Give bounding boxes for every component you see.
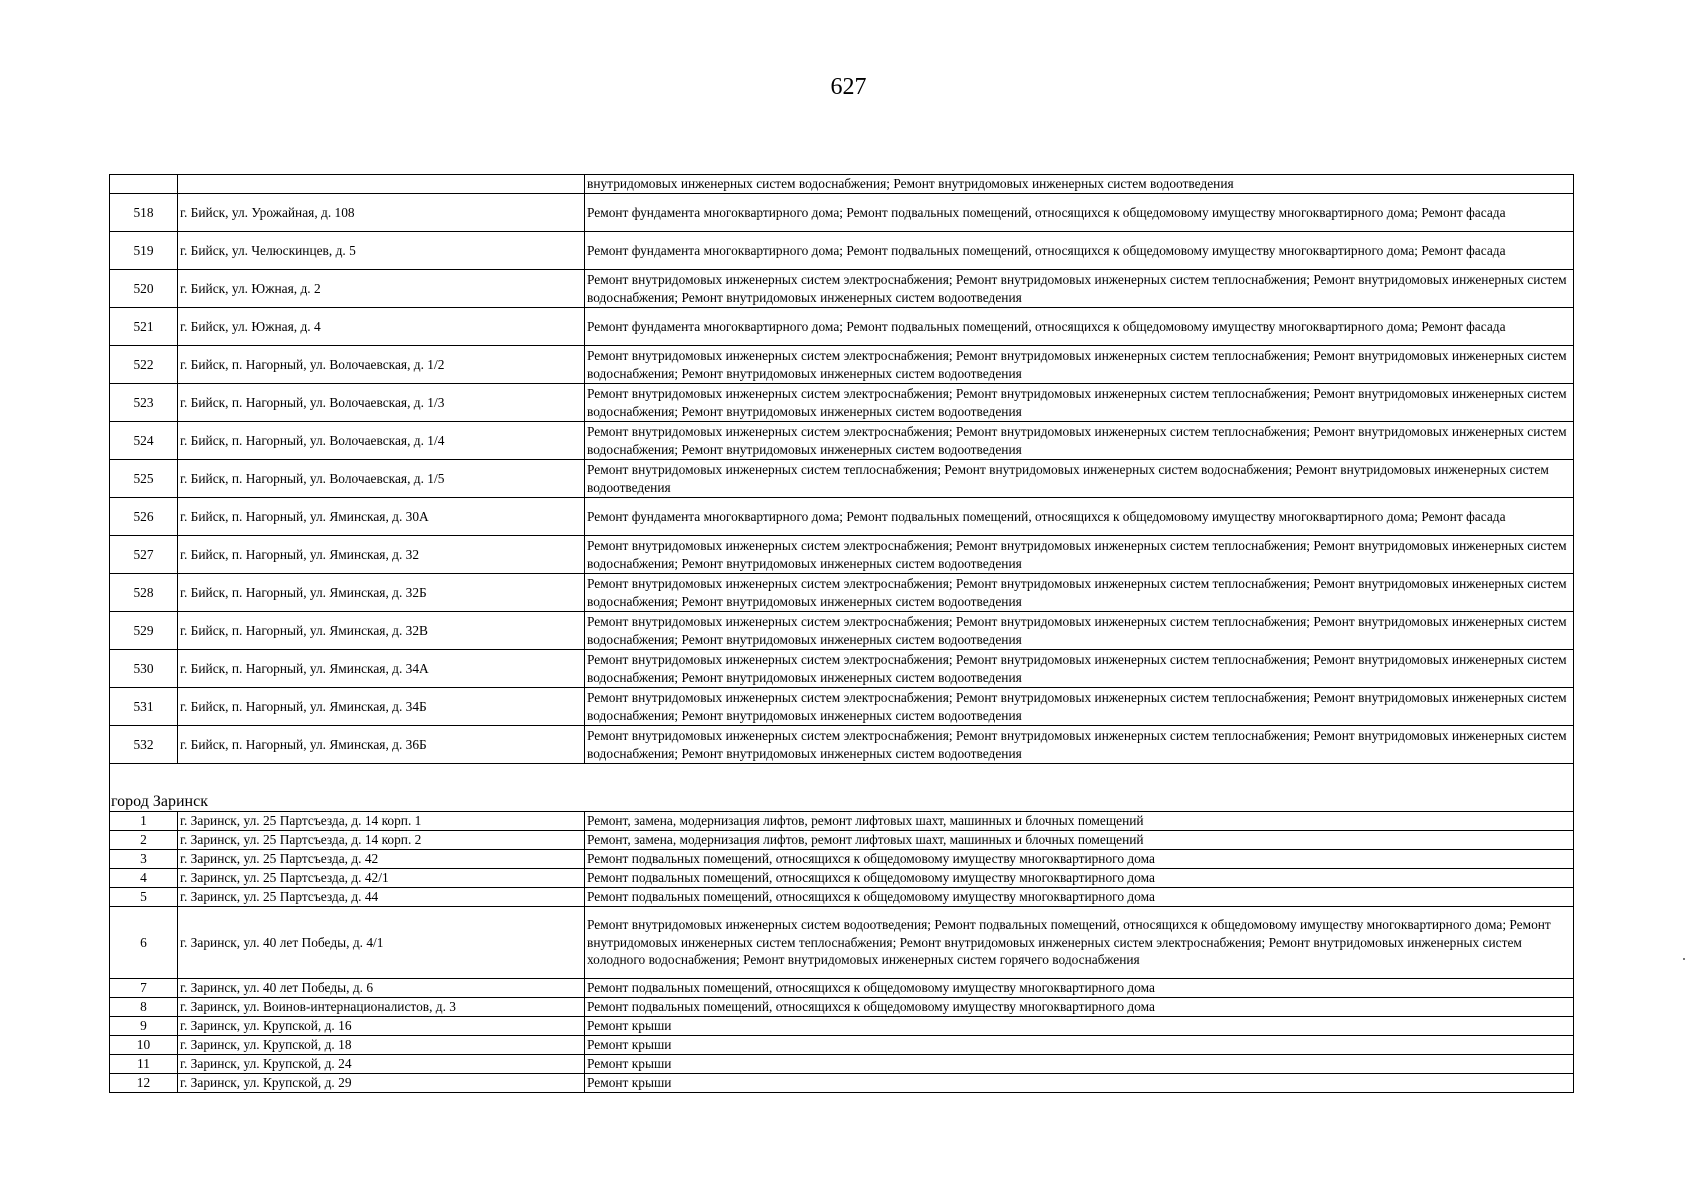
table-row [110, 1017, 1574, 1036]
row-number: 532 [110, 726, 178, 764]
row-address: г. Бийск, п. Нагорный, ул. Яминская, д. 36Б [178, 726, 585, 764]
row-address: г. Бийск, ул. Южная, д. 2 [178, 270, 585, 308]
section-separator [110, 764, 1574, 812]
table-row [110, 1036, 1574, 1055]
row-address: г. Заринск, ул. 25 Партсъезда, д. 42/1 [178, 869, 585, 888]
row-works: Ремонт внутридомовых инженерных систем теплоснабжения; Ремонт внутридомовых инженерных систем водоснабжения; Ремонт внутридомовых инженерных систем водоотведения [585, 460, 1574, 498]
section-title: город Заринск [110, 792, 1574, 812]
row-number: 3 [110, 850, 178, 869]
row-works: Ремонт внутридомовых инженерных систем электроснабжения; Ремонт внутридомовых инженерных систем теплоснабжения; Ремонт внутридомовых инженерных систем водоснабжения; Ремонт внутридомовых инженерных систем водоотведения [585, 688, 1574, 726]
row-number: 531 [110, 688, 178, 726]
table-row [110, 384, 1574, 422]
row-number: 526 [110, 498, 178, 536]
row-address: г. Бийск, п. Нагорный, ул. Волочаевская, д. 1/4 [178, 422, 585, 460]
table-row [110, 650, 1574, 688]
table-row [110, 308, 1574, 346]
row-address: г. Заринск, ул. 40 лет Победы, д. 6 [178, 979, 585, 998]
section-header-row [110, 792, 1574, 812]
row-address: г. Бийск, п. Нагорный, ул. Волочаевская, д. 1/3 [178, 384, 585, 422]
row-works: Ремонт фундамента многоквартирного дома; Ремонт подвальных помещений, относящихся к общедомовому имуществу многоквартирного дома; Ремонт фасада [585, 308, 1574, 346]
table-row [110, 460, 1574, 498]
row-works: Ремонт фундамента многоквартирного дома; Ремонт подвальных помещений, относящихся к общедомовому имуществу многоквартирного дома; Ремонт фасада [585, 194, 1574, 232]
biysk-section [110, 175, 1574, 764]
row-address: г. Заринск, ул. Воинов-интернационалистов, д. 3 [178, 998, 585, 1017]
page-number: 627 [830, 74, 867, 100]
table-row [110, 346, 1574, 384]
row-number: 522 [110, 346, 178, 384]
table-row [110, 1055, 1574, 1074]
row-number: 6 [110, 907, 178, 979]
row-number: 12 [110, 1074, 178, 1093]
table-row [110, 688, 1574, 726]
row-works: Ремонт крыши [585, 1036, 1574, 1055]
table-row [110, 998, 1574, 1017]
row-works: Ремонт внутридомовых инженерных систем электроснабжения; Ремонт внутридомовых инженерных систем теплоснабжения; Ремонт внутридомовых инженерных систем водоснабжения; Ремонт внутридомовых инженерных систем водоотведения [585, 346, 1574, 384]
row-address: г. Бийск, ул. Челюскинцев, д. 5 [178, 232, 585, 270]
row-number: 9 [110, 1017, 178, 1036]
row-works: Ремонт подвальных помещений, относящихся к общедомовому имуществу многоквартирного дома [585, 850, 1574, 869]
table-row [110, 175, 1574, 194]
row-address: г. Бийск, п. Нагорный, ул. Волочаевская, д. 1/2 [178, 346, 585, 384]
table-row [110, 536, 1574, 574]
row-address: г. Бийск, ул. Южная, д. 4 [178, 308, 585, 346]
row-works: Ремонт, замена, модернизация лифтов, ремонт лифтовых шахт, машинных и блочных помещений [585, 831, 1574, 850]
table-row [110, 869, 1574, 888]
row-works: Ремонт внутридомовых инженерных систем электроснабжения; Ремонт внутридомовых инженерных систем теплоснабжения; Ремонт внутридомовых инженерных систем водоснабжения; Ремонт внутридомовых инженерных систем водоотведения [585, 650, 1574, 688]
row-number: 524 [110, 422, 178, 460]
scan-speck [1683, 958, 1685, 960]
row-works: Ремонт внутридомовых инженерных систем водоотведения; Ремонт подвальных помещений, относящихся к общедомовому имуществу многоквартирного дома; Ремонт внутридомовых инженерных систем теплоснабжения; Ремонт внутридомовых инженерных систем электроснабжения; Ремонт внутридомовых инженерных систем холодного водоснабжения; Ремонт внутридомовых инженерных систем горячего водоснабжения [585, 907, 1574, 979]
row-works: Ремонт подвальных помещений, относящихся к общедомовому имуществу многоквартирного дома [585, 869, 1574, 888]
row-address: г. Бийск, п. Нагорный, ул. Яминская, д. 34Б [178, 688, 585, 726]
row-works: Ремонт внутридомовых инженерных систем электроснабжения; Ремонт внутридомовых инженерных систем теплоснабжения; Ремонт внутридомовых инженерных систем водоснабжения; Ремонт внутридомовых инженерных систем водоотведения [585, 726, 1574, 764]
row-works: Ремонт внутридомовых инженерных систем электроснабжения; Ремонт внутридомовых инженерных систем теплоснабжения; Ремонт внутридомовых инженерных систем водоснабжения; Ремонт внутридомовых инженерных систем водоотведения [585, 536, 1574, 574]
row-number: 7 [110, 979, 178, 998]
table-row [110, 574, 1574, 612]
row-works: Ремонт внутридомовых инженерных систем электроснабжения; Ремонт внутридомовых инженерных систем теплоснабжения; Ремонт внутридомовых инженерных систем водоснабжения; Ремонт внутридомовых инженерных систем водоотведения [585, 384, 1574, 422]
row-number: 530 [110, 650, 178, 688]
table-row [110, 907, 1574, 979]
repair-registry-table [109, 174, 1574, 1093]
table-row [110, 831, 1574, 850]
row-works: внутридомовых инженерных систем водоснабжения; Ремонт внутридомовых инженерных систем водоотведения [585, 175, 1574, 194]
row-address: г. Заринск, ул. 40 лет Победы, д. 4/1 [178, 907, 585, 979]
table-row [110, 979, 1574, 998]
row-address: г. Бийск, п. Нагорный, ул. Яминская, д. 32 [178, 536, 585, 574]
row-address [178, 175, 585, 194]
table-row [110, 1074, 1574, 1093]
row-number: 11 [110, 1055, 178, 1074]
row-number: 521 [110, 308, 178, 346]
row-number: 518 [110, 194, 178, 232]
row-number: 525 [110, 460, 178, 498]
row-address: г. Заринск, ул. Крупской, д. 16 [178, 1017, 585, 1036]
row-works: Ремонт крыши [585, 1055, 1574, 1074]
row-works: Ремонт фундамента многоквартирного дома; Ремонт подвальных помещений, относящихся к общедомовому имуществу многоквартирного дома; Ремонт фасада [585, 498, 1574, 536]
row-address: г. Бийск, п. Нагорный, ул. Волочаевская, д. 1/5 [178, 460, 585, 498]
row-number: 8 [110, 998, 178, 1017]
row-address: г. Заринск, ул. Крупской, д. 29 [178, 1074, 585, 1093]
row-number: 2 [110, 831, 178, 850]
row-number [110, 175, 178, 194]
row-number: 10 [110, 1036, 178, 1055]
row-number: 5 [110, 888, 178, 907]
row-works: Ремонт подвальных помещений, относящихся к общедомовому имуществу многоквартирного дома [585, 979, 1574, 998]
row-address: г. Бийск, п. Нагорный, ул. Яминская, д. 32Б [178, 574, 585, 612]
row-number: 1 [110, 812, 178, 831]
row-works: Ремонт подвальных помещений, относящихся к общедомовому имуществу многоквартирного дома [585, 998, 1574, 1017]
row-address: г. Заринск, ул. 25 Партсъезда, д. 42 [178, 850, 585, 869]
zarinsk-section [110, 812, 1574, 1093]
row-address: г. Заринск, ул. Крупской, д. 18 [178, 1036, 585, 1055]
blank-row [110, 764, 1574, 793]
table-row [110, 498, 1574, 536]
table-row [110, 812, 1574, 831]
table-row [110, 612, 1574, 650]
table-row [110, 726, 1574, 764]
row-address: г. Бийск, п. Нагорный, ул. Яминская, д. 34А [178, 650, 585, 688]
row-number: 4 [110, 869, 178, 888]
row-works: Ремонт внутридомовых инженерных систем электроснабжения; Ремонт внутридомовых инженерных систем теплоснабжения; Ремонт внутридомовых инженерных систем водоснабжения; Ремонт внутридомовых инженерных систем водоотведения [585, 422, 1574, 460]
table-row [110, 270, 1574, 308]
table-row [110, 888, 1574, 907]
row-works: Ремонт, замена, модернизация лифтов, ремонт лифтовых шахт, машинных и блочных помещений [585, 812, 1574, 831]
row-address: г. Бийск, п. Нагорный, ул. Яминская, д. 30А [178, 498, 585, 536]
row-works: Ремонт внутридомовых инженерных систем электроснабжения; Ремонт внутридомовых инженерных систем теплоснабжения; Ремонт внутридомовых инженерных систем водоснабжения; Ремонт внутридомовых инженерных систем водоотведения [585, 612, 1574, 650]
row-works: Ремонт подвальных помещений, относящихся к общедомовому имуществу многоквартирного дома [585, 888, 1574, 907]
row-works: Ремонт фундамента многоквартирного дома; Ремонт подвальных помещений, относящихся к общедомовому имуществу многоквартирного дома; Ремонт фасада [585, 232, 1574, 270]
table-row [110, 194, 1574, 232]
row-number: 528 [110, 574, 178, 612]
row-number: 529 [110, 612, 178, 650]
row-address: г. Заринск, ул. 25 Партсъезда, д. 14 корп. 2 [178, 831, 585, 850]
row-address: г. Бийск, п. Нагорный, ул. Яминская, д. 32В [178, 612, 585, 650]
row-number: 527 [110, 536, 178, 574]
row-address: г. Заринск, ул. 25 Партсъезда, д. 14 корп. 1 [178, 812, 585, 831]
row-address: г. Бийск, ул. Урожайная, д. 108 [178, 194, 585, 232]
row-number: 520 [110, 270, 178, 308]
table-row [110, 422, 1574, 460]
row-works: Ремонт крыши [585, 1017, 1574, 1036]
row-address: г. Заринск, ул. Крупской, д. 24 [178, 1055, 585, 1074]
row-works: Ремонт внутридомовых инженерных систем электроснабжения; Ремонт внутридомовых инженерных систем теплоснабжения; Ремонт внутридомовых инженерных систем водоснабжения; Ремонт внутридомовых инженерных систем водоотведения [585, 270, 1574, 308]
row-works: Ремонт крыши [585, 1074, 1574, 1093]
table-row [110, 850, 1574, 869]
row-works: Ремонт внутридомовых инженерных систем электроснабжения; Ремонт внутридомовых инженерных систем теплоснабжения; Ремонт внутридомовых инженерных систем водоснабжения; Ремонт внутридомовых инженерных систем водоотведения [585, 574, 1574, 612]
row-address: г. Заринск, ул. 25 Партсъезда, д. 44 [178, 888, 585, 907]
row-number: 523 [110, 384, 178, 422]
table-row [110, 232, 1574, 270]
row-number: 519 [110, 232, 178, 270]
